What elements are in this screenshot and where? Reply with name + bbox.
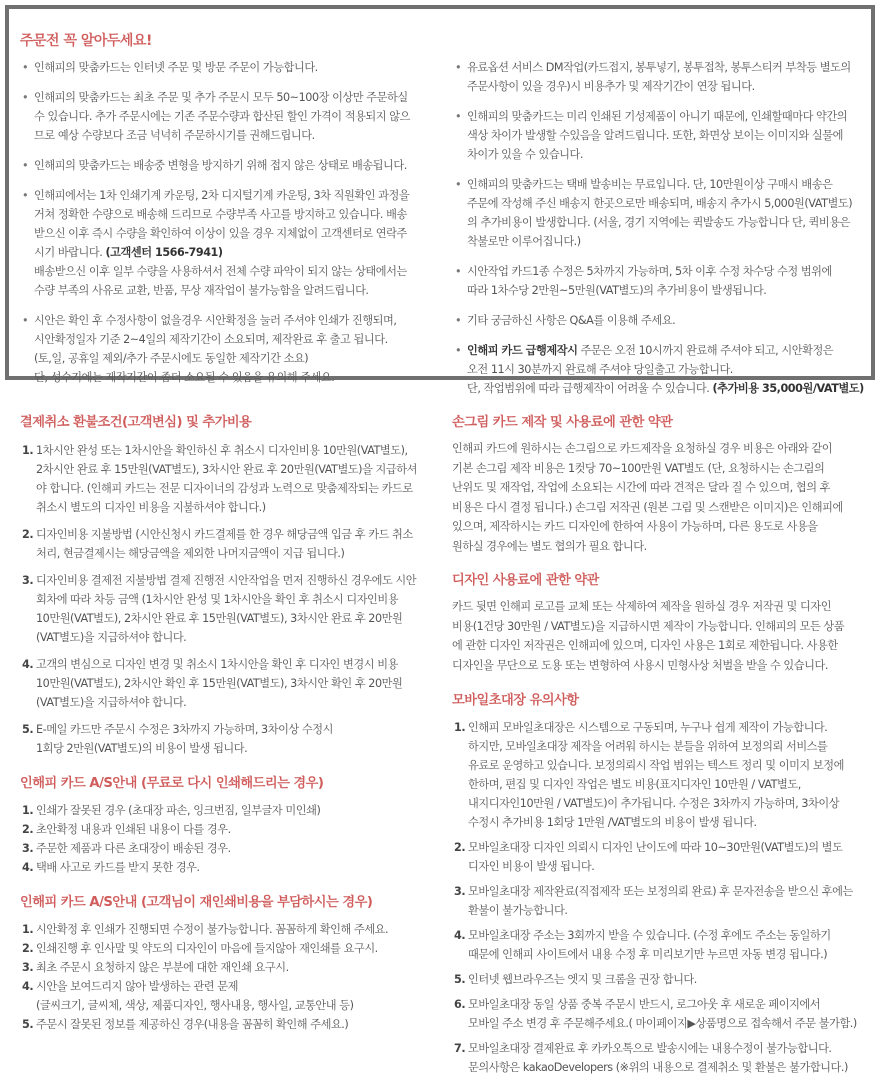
- numbered-item: [20, 1015, 440, 1034]
- notice-bullet: [455, 341, 865, 398]
- bullet-line: [34, 156, 437, 175]
- item-number: 2.: [454, 841, 466, 854]
- bullet-text: 인해피의 맞춤카드는 인터넷 주문 및 방문 주문이 가능합니다.: [34, 61, 318, 74]
- numbered-item: [20, 720, 440, 758]
- item-number: 4.: [22, 658, 34, 671]
- notice-bullet: [22, 311, 437, 387]
- bullet-text: 시기 바랍니다.: [34, 246, 103, 259]
- bullet-text: (토,일, 공휴일 제외/추가 주문시에도 동일한 제작기간 소요): [34, 352, 309, 365]
- bullet-text: 인해피의 맞춤카드는 최초 주문 및 추가 주문시 모두 50~100장 이상만 주문하실: [34, 91, 408, 104]
- item-line: 처리, 현금결제시는 해당금액을 제외한 나머지금액이 지급 됩니다.): [36, 547, 345, 560]
- item-line: 내지디자인10만원 / VAT별도)이 추가됩니다. 수정은 3차까지 가능하며, 3차이상: [468, 797, 840, 810]
- notice-bullet: [22, 88, 437, 145]
- bullet-line: [34, 368, 437, 387]
- bullet-text: 따라 1차수당 2만원~5만원(VAT별도)의 추가비용이 발생됩니다.: [467, 284, 767, 297]
- item-line: (VAT별도)을 지급하셔야 합니다.: [36, 631, 187, 644]
- item-line: E-메일 카드만 주문시 수정은 3차까지 가능하며, 3차이상 수정시: [36, 723, 333, 736]
- bullet-text: 주문에 작성해 주신 배송지 한곳으로만 배송되며, 배송지 추가시 5,000원(VAT별도): [467, 197, 853, 210]
- numbered-item: [452, 926, 867, 964]
- bullet-text: 인해피의 맞춤카드는 배송중 변형을 방지하기 위해 접지 않은 상태로 배송됩니다.: [34, 159, 407, 172]
- numbered-item: [20, 571, 440, 647]
- bullet-text: 착불로만 이루어집니다.): [467, 235, 581, 248]
- item-line: 한하며, 편집 및 디자인 작업은 별도 비용(표지디자인 10만원 / VAT별도,: [468, 778, 801, 791]
- item-line: 야 합니다. (인해피 카드는 전문 디자이너의 감성과 노력으로 맞춤제작되는 카드로: [36, 482, 413, 495]
- paragraph-line: 기본 손그림 제작 비용은 1컷당 70~100만원 VAT별도 (단, 요청하시는 손그림의: [452, 461, 825, 475]
- bullet-text: 의 추가비용이 발생합니다. (서울, 경기 지역에는 퀵발송도 가능합니다 단, 퀵비용은: [467, 216, 850, 229]
- right-sections: [452, 414, 867, 1083]
- bullet-line: [467, 58, 865, 77]
- item-line: 10만원(VAT별도), 2차시안 확인 후 15만원(VAT별도), 3차시안 확인 후 20만원: [36, 677, 403, 690]
- bullet-text: 색상 차이가 발생할 수있음을 알려드립니다. 또한, 화면상 보이는 이미지와 실물에: [467, 129, 843, 142]
- paragraph-line: 비용(1건당 30만원 / VAT별도)을 지급하시면 제작이 가능합니다. 인해피의 모든 상품: [452, 619, 845, 633]
- bullet-line: [34, 186, 437, 205]
- bullet-line: [34, 224, 437, 243]
- bullet-line: [34, 126, 437, 145]
- mobile-title: 모바일초대장 유의사항: [452, 693, 579, 708]
- item-line: 주문시 잘못된 정보를 제공하신 경우(내용을 꼼꼼히 확인해 주세요.): [36, 1018, 349, 1031]
- bullet-text: 인해피의 맞춤카드는 택배 발송비는 무료입니다. 단, 10만원이상 구매시 배송은: [467, 178, 833, 191]
- numbered-item: [20, 977, 440, 1015]
- numbered-item: [20, 801, 440, 820]
- bullet-bold-tail: (고객센터 1566-7941): [105, 246, 223, 259]
- paragraph-line: 디자인을 무단으로 도용 또는 변형하여 사용시 민형사상 처벌을 받을 수 있습니다.: [452, 658, 828, 672]
- bullet-line: [467, 360, 865, 379]
- numbered-item: [20, 441, 440, 517]
- left-sections: [20, 414, 440, 1034]
- bullet-text: 주문사항이 있을 경우)시 비용추가 및 제작기간이 연장 됩니다.: [467, 80, 755, 93]
- bullet-text: 거쳐 정확한 수량으로 배송해 드리므로 수량부족 사고를 방지하고 있습니다. 배송: [34, 208, 407, 221]
- item-line: 2차시안 완료 후 15만원(VAT별도), 3차시안 완료 후 20만원(VAT별도)을 지급하셔: [36, 463, 417, 476]
- item-line: 1회당 2만원(VAT별도)의 비용이 발생 됩니다.: [36, 742, 248, 755]
- bullet-line: [467, 262, 865, 281]
- cancel-refund-list: [20, 441, 440, 758]
- numbered-item: [20, 655, 440, 712]
- as-free-title: 인해피 카드 A/S안내 (무료로 다시 인쇄해드리는 경우): [20, 776, 324, 791]
- paragraph-line: 인해피 카드에 원하시는 손그림으로 카드제작을 요청하실 경우 비용은 아래와 같이: [452, 442, 833, 455]
- bullet-text: 유료옵션 서비스 DM작업(카드접지, 봉투넣기, 봉투접착, 봉투스티커 부착등 별도의: [467, 61, 851, 74]
- notice-right-column: [455, 58, 865, 409]
- item-line: 모바일초대장 결제완료 후 카카오톡으로 발송시에는 내용수정이 불가능합니다.: [468, 1042, 832, 1055]
- notice-title: 주문전 꼭 알아두세요!: [20, 33, 152, 49]
- item-number: 1.: [454, 721, 466, 734]
- notice-left-column: [22, 58, 437, 398]
- item-line: 디자인비용 결제전 지불방법 결제 진행전 시안작업을 먼저 진행하신 경우에도 시안: [36, 574, 417, 587]
- handdrawn-paragraph: [452, 439, 867, 556]
- bullet-line: [34, 330, 437, 349]
- item-line: 모바일초대장 동일 상품 중복 주문시 반드시, 로그아웃 후 새로운 페이지에서: [468, 998, 821, 1011]
- item-line: 디자인비용 지불방법 (시안신청시 카드결제를 한 경우 해당금액 입금 후 카드 취소: [36, 528, 413, 541]
- item-line: 10만원(VAT별도), 2차시안 완료 후 15만원(VAT별도), 3차시안 완료 후 20만원: [36, 612, 403, 625]
- notice-bullet: [455, 262, 865, 300]
- item-line: 디자인 비용이 발생 됩니다.: [468, 860, 595, 873]
- item-line: (VAT별도)을 지급하셔야 합니다.: [36, 696, 187, 709]
- item-line: 모바일초대장 디자인 의뢰시 디자인 난이도에 따라 10~30만원(VAT별도)의 별도: [468, 841, 843, 854]
- item-line: 회차에 따라 차등 금액 (1차시안 완성 및 1차시안을 확인 후 취소시 디자인비용: [36, 593, 399, 606]
- item-number: 2.: [22, 823, 34, 836]
- numbered-item: [452, 882, 867, 920]
- bullet-line: [34, 205, 437, 224]
- item-line: (글씨크기, 글씨체, 색상, 제품디자인, 행사내용, 행사일, 교통안내 등): [36, 999, 354, 1012]
- bullet-line: [467, 311, 865, 330]
- item-line: 모바일초대장 제작완료(직접제작 또는 보정의뢰 완료) 후 문자전송을 받으신 후에는: [468, 885, 853, 898]
- bullet-text: 단, 성수기에는 제작기간이 좀더 소요될 수 있음을 유의해 주세요.: [34, 371, 335, 384]
- notice-bullet: [22, 156, 437, 175]
- design-use-paragraph: [452, 597, 867, 675]
- item-line: 인해피 모바일초대장은 시스템으로 구동되며, 누구나 쉽게 제작이 가능합니다.: [468, 721, 828, 734]
- item-line: 문의사항은 kakaoDevelopers (※위의 내용으로 결제취소 및 환불은 불가합니다.): [468, 1061, 848, 1074]
- bullet-line: [467, 194, 865, 213]
- as-paid-title: 인해피 카드 A/S안내 (고객님이 재인쇄비용을 부담하시는 경우): [20, 895, 373, 910]
- bullet-text: 인해피에서는 1차 인쇄기계 카운팅, 2차 디지털기계 카운팅, 3차 직원확인 과정을: [34, 189, 410, 202]
- bullet-text: 인해피의 맞춤카드는 미리 인쇄된 기성제품이 아니기 때문에, 인쇄할때마다 약간의: [467, 110, 848, 123]
- bullet-line: 수량 부족의 사유로 교환, 반품, 무상 재작업이 불가능함을 알려드립니다.: [34, 284, 369, 297]
- item-line: 택배 사고로 카드를 받지 못한 경우.: [36, 861, 200, 874]
- item-number: 6.: [454, 998, 466, 1011]
- bullet-line: 배송받으신 이후 일부 수량을 사용하셔서 전체 수량 파악이 되지 않는 상태에서는: [34, 265, 407, 278]
- numbered-item: [20, 858, 440, 877]
- item-line: 유료로 운영하고 있습니다. 보정의뢰시 작업 범위는 텍스트 정리 및 이미지 보정에: [468, 759, 844, 772]
- bullet-line: [467, 126, 865, 145]
- numbered-item: [20, 920, 440, 939]
- as-free-list: [20, 801, 440, 877]
- bullet-text: 기타 궁금하신 사항은 Q&A를 이용해 주세요.: [467, 314, 676, 327]
- bullet-text: 므로 예상 수량보다 조금 넉넉히 주문하시기를 권해드립니다.: [34, 129, 315, 142]
- item-line: 인터넷 웹브라우즈는 엣지 및 크롬을 권장 합니다.: [468, 973, 697, 986]
- mobile-list: [452, 718, 867, 1077]
- item-line: 취소시 별도의 디자인 비용을 지불하셔야 합니다.): [36, 501, 266, 514]
- bullet-line: [34, 58, 437, 77]
- cancel-refund-title: 결제취소 환불조건(고객변심) 및 추가비용: [20, 415, 252, 430]
- bullet-line: [467, 232, 865, 251]
- notice-bullet: [22, 58, 437, 77]
- bullet-line: [467, 145, 865, 164]
- notice-bullet: [455, 175, 865, 251]
- handdrawn-title: 손그림 카드 제작 및 사용료에 관한 약관: [452, 415, 673, 430]
- item-number: 4.: [454, 929, 466, 942]
- bullet-line: [34, 88, 437, 107]
- item-line: 초안확정 내용과 인쇄된 내용이 다를 경우.: [36, 823, 231, 836]
- numbered-item: [452, 995, 867, 1033]
- item-line: 수정시 추가비용 1회당 1만원 /VAT별도의 비용이 발생 됩니다.: [468, 816, 757, 829]
- bullet-line: [467, 107, 865, 126]
- paragraph-line: 있으며, 제작하시는 카드 디자인에 한하여 사용이 가능하며, 다른 용도로 사용을: [452, 520, 818, 533]
- item-line: 고객의 변심으로 디자인 변경 및 취소시 1차시안을 확인 후 디자인 변경시 비용: [36, 658, 398, 671]
- item-line: 시안확정 후 인쇄가 진행되면 수정이 불가능합니다. 꼼꼼하게 확인해 주세요.: [36, 923, 389, 936]
- item-line: 인쇄가 잘못된 경우 (초대장 파손, 잉크번짐, 일부글자 미인쇄): [36, 804, 321, 817]
- item-line: 시안을 보여드리지 않아 발생하는 관련 문제: [36, 980, 238, 993]
- item-line: 하지만, 모바일초대장 제작을 어려워 하시는 분들을 위하여 보정의뢰 서비스를: [468, 740, 828, 753]
- design-use-title: 디자인 사용료에 관한 약관: [452, 573, 599, 588]
- bullet-line: [467, 213, 865, 232]
- item-number: 5.: [22, 723, 34, 736]
- item-number: 1.: [22, 444, 34, 457]
- numbered-item: [452, 718, 867, 832]
- item-line: 최초 주문시 요청하지 않은 부분에 대한 재인쇄 요구시.: [36, 961, 289, 974]
- bullet-text: 받으신 이후 즉시 수량을 확인하여 이상이 있을 경우 지체없이 고객센터로 연락주: [34, 227, 407, 240]
- bullet-text: 시안은 확인 후 수정사항이 없을경우 시안확정을 눌러 주셔야 인쇄가 진행되며,: [34, 314, 397, 327]
- item-number: 2.: [22, 528, 34, 541]
- bullet-line: [34, 311, 437, 330]
- bullet-line: [467, 175, 865, 194]
- numbered-item: [20, 839, 440, 858]
- bullet-text: 수 있습니다. 추가 주문시에는 기존 주문수량과 합산된 할인 가격이 적용되지 않으: [34, 110, 410, 123]
- item-number: 1.: [22, 804, 34, 817]
- item-number: 2.: [22, 942, 34, 955]
- bullet-text: 단, 작업범위에 따라 급행제작이 어려울 수 있습니다.: [467, 382, 710, 395]
- bullet-line: [467, 281, 865, 300]
- item-line: 모바일 주소 변경 후 주문해주세요.( 마이페이지▶상품명으로 접속해서 주문 불가함.): [468, 1017, 857, 1030]
- notice-bullet: [455, 107, 865, 164]
- numbered-item: [452, 970, 867, 989]
- notice-bullet: [455, 311, 865, 330]
- bullet-line: [34, 349, 437, 368]
- numbered-item: [452, 1039, 867, 1077]
- bullet-text: 시안확정일자 기준 2~4일의 제작기간이 소요되며, 제작완료 후 출고 됩니다.: [34, 333, 388, 346]
- item-line: 주문한 제품과 다른 초대장이 배송된 경우.: [36, 842, 231, 855]
- paragraph-line: 카드 뒷면 인해피 로고를 교체 또는 삭제하여 제작을 원하실 경우 저작권 및 디자인: [452, 600, 832, 613]
- item-line: 인쇄진행 후 인사말 및 약도의 디자인이 마음에 들지않아 재인쇄를 요구시.: [36, 942, 378, 955]
- item-number: 1.: [22, 923, 34, 936]
- paragraph-line: 난위도 및 재작업, 작업에 소요되는 시간에 따라 견적은 달라 질 수 있으며, 협의 후: [452, 481, 831, 494]
- bullet-line: [34, 107, 437, 126]
- bullet-line: [467, 379, 865, 398]
- item-line: 모바일초대장 주소는 3회까지 받을 수 있습니다. (수정 후에도 주소는 동일하기: [468, 929, 831, 942]
- item-line: 때문에 인해피 사이트에서 내용 수정 후 미리보기만 누르면 자동 변경 됩니다.): [468, 948, 828, 961]
- bullet-text: 주문은 오전 10시까지 완료해 주셔야 되고, 시안확정은: [577, 344, 834, 357]
- item-number: 5.: [454, 973, 466, 986]
- item-number: 3.: [454, 885, 466, 898]
- item-number: 3.: [22, 574, 34, 587]
- numbered-item: [20, 820, 440, 839]
- item-number: 4.: [22, 861, 34, 874]
- bullet-line: [34, 243, 437, 262]
- numbered-item: [20, 525, 440, 563]
- item-number: 3.: [22, 842, 34, 855]
- item-line: 1차시안 완성 또는 1차시안을 확인하신 후 취소시 디자인비용 10만원(VAT별도),: [36, 444, 408, 457]
- notice-bullet: [455, 58, 865, 96]
- numbered-item: [20, 958, 440, 977]
- item-number: 7.: [454, 1042, 466, 1055]
- bullet-line: [467, 341, 865, 360]
- bullet-text: 오전 11시 30분까지 완료해 주셔야 당일출고 가능합니다.: [467, 363, 733, 376]
- bullet-text: 차이가 있을 수 있습니다.: [467, 148, 583, 161]
- numbered-item: [20, 939, 440, 958]
- item-number: 3.: [22, 961, 34, 974]
- item-number: 5.: [22, 1018, 34, 1031]
- bullet-bold-head: 인해피 카드 급행제작시: [467, 344, 578, 357]
- as-paid-list: [20, 920, 440, 1034]
- bullet-line: [467, 77, 865, 96]
- bullet-bold-tail: (추가비용 35,000원/VAT별도): [712, 382, 864, 395]
- item-number: 4.: [22, 980, 34, 993]
- paragraph-line: 원하실 경우에는 별도 협의가 필요 합니다.: [452, 539, 647, 553]
- numbered-item: [452, 838, 867, 876]
- notice-bullet: [22, 186, 437, 300]
- paragraph-line: 에 관한 디자인 저작권은 인해피에 있으며, 디자인 사용은 1회로 제한됩니다. 사용한: [452, 639, 838, 652]
- item-line: 환불이 불가능합니다.: [468, 904, 568, 917]
- bullet-text: 시안작업 카드1종 수정은 5차까지 가능하며, 5차 이후 수정 차수당 수정 범위에: [467, 265, 832, 278]
- paragraph-line: 비용은 다시 결정 됩니다.) 손그림 저작권 (원본 그림 및 스캔받은 이미지)은 인해피에: [452, 500, 843, 514]
